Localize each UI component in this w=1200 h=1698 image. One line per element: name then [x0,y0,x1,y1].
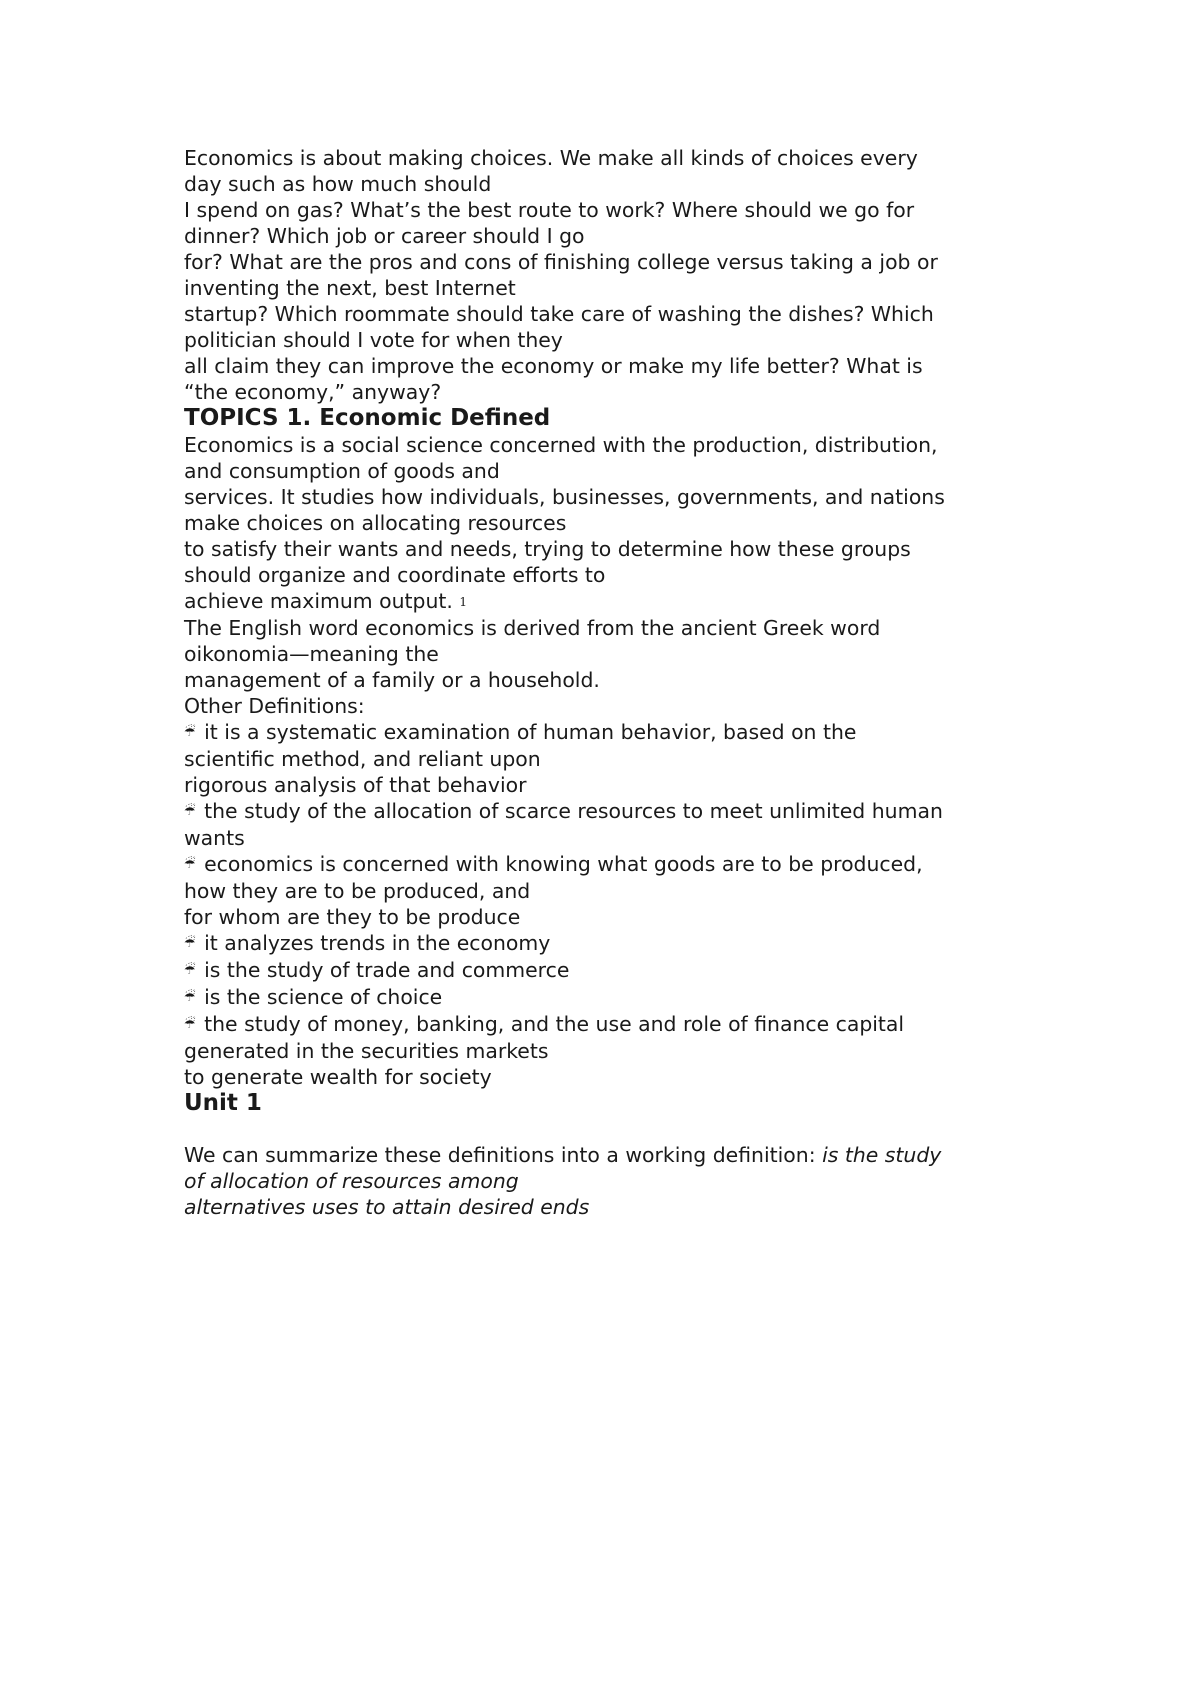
intro-paragraph [184,145,1044,405]
summary-line [184,1142,1044,1168]
list-item [184,957,1044,984]
list-item-continuation: scientific method, and reliant upon [184,747,541,771]
etymology-line: management of a family or a household. [184,668,600,692]
list-item-text: it is a systematic examination of human behavior, based on the [204,720,857,744]
umbrella-bullet-icon: ☔ [184,725,196,740]
document-page [184,145,1044,1220]
definition-line: Economics is a social science concerned with the production, distribution, [184,433,938,457]
definition-line: and consumption of goods and [184,459,500,483]
umbrella-bullet-icon: ☔ [184,1017,196,1032]
summary-lead-text: We can summarize these definitions into a working definition: [184,1143,823,1167]
list-item-continuation: wants [184,826,245,850]
list-item-text: economics is concerned with knowing what goods are to be produced, [204,852,923,876]
definition-paragraph [184,432,1044,615]
list-item-text: is the science of choice [204,985,443,1009]
etymology-paragraph [184,615,1044,693]
list-item-text: the study of the allocation of scarce resources to meet unlimited human [204,799,943,823]
topic-heading: TOPICS 1. Economic Defined [184,405,551,431]
umbrella-bullet-icon: ☔ [184,857,196,872]
definition-last-text: achieve maximum output. [184,589,453,613]
summary-italic-text: is the study [822,1143,942,1167]
umbrella-bullet-icon: ☔ [184,990,196,1005]
unit-heading: Unit 1 [184,1090,262,1116]
umbrella-bullet-icon: ☔ [184,936,196,951]
etymology-line: oikonomia—meaning the [184,642,439,666]
definition-line-last [184,588,1044,615]
intro-line: Economics is about making choices. We make all kinds of choices every [184,146,918,170]
list-item [184,930,1044,957]
umbrella-bullet-icon: ☔ [184,963,196,978]
intro-line: I spend on gas? What’s the best route to work? Where should we go for [184,198,915,222]
intro-line: for? What are the pros and cons of finishing college versus taking a job or [184,250,938,274]
intro-line: startup? Which roommate should take care of washing the dishes? Which [184,302,934,326]
list-item-text: is the study of trade and commerce [204,958,570,982]
intro-line: all claim they can improve the economy or make my life better? What is [184,354,923,378]
summary-italic-line: of allocation of resources among [184,1169,519,1193]
list-item [184,798,1044,825]
definitions-list [184,719,1044,1090]
etymology-line: The English word economics is derived from the ancient Greek word [184,616,881,640]
list-item-continuation: for whom are they to be produce [184,905,521,929]
list-item [184,851,1044,878]
summary-italic-line: alternatives uses to attain desired ends [184,1195,590,1219]
list-item-continuation: to generate wealth for society [184,1065,492,1089]
list-item [184,984,1044,1011]
blank-line [184,1117,1044,1142]
definition-line: services. It studies how individuals, businesses, governments, and nations [184,485,945,509]
definition-line: to satisfy their wants and needs, trying to determine how these groups [184,537,911,561]
other-definitions-label: Other Definitions: [184,694,365,718]
intro-line: “the economy,” anyway? [184,380,442,404]
intro-line: dinner? Which job or career should I go [184,224,585,248]
list-item-continuation: how they are to be produced, and [184,879,531,903]
summary-paragraph [184,1142,1044,1220]
intro-line: politician should I vote for when they [184,328,563,352]
list-item [184,719,1044,746]
footnote-marker: 1 [459,595,468,609]
list-item-continuation: generated in the securities markets [184,1039,549,1063]
umbrella-bullet-icon: ☔ [184,804,196,819]
list-item [184,1011,1044,1038]
definition-line: should organize and coordinate efforts to [184,563,606,587]
list-item-text: it analyzes trends in the economy [204,931,551,955]
list-item-text: the study of money, banking, and the use and role of finance capital [204,1012,905,1036]
list-item-continuation: rigorous analysis of that behavior [184,773,527,797]
intro-line: inventing the next, best Internet [184,276,516,300]
intro-line: day such as how much should [184,172,492,196]
definition-line: make choices on allocating resources [184,511,567,535]
